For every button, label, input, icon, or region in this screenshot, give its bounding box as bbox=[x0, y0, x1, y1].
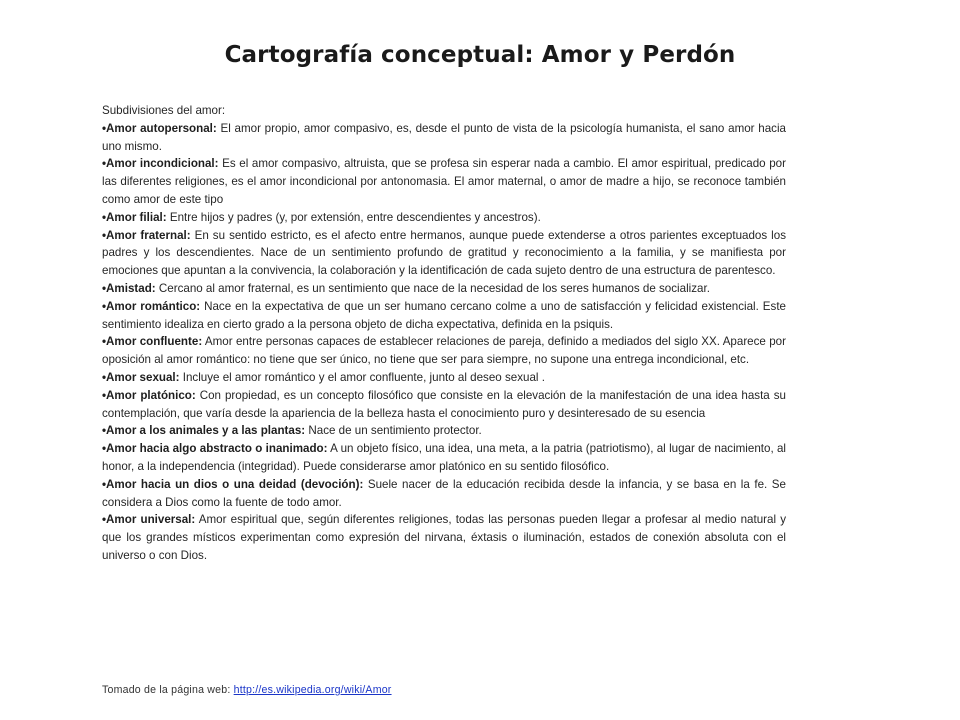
item-text: Nace en la expectativa de que un ser humano cercano colme a uno de satisfacción y felicidad existencial. Este sentimiento idealiza en cierto grado a la persona objeto de dicha expectativa, definida en la psiquis. bbox=[102, 299, 786, 331]
item-text: A un objeto físico, una idea, una meta, a la patria (patriotismo), al lugar de nacimiento, al honor, a la independencia (integridad). Puede considerarse amor platónico en su sentido filosófico. bbox=[102, 442, 786, 473]
item-term: •Amor platónico: bbox=[102, 388, 196, 402]
content-body bbox=[102, 102, 786, 565]
item-term: •Amor hacia un dios o una deidad (devoción): bbox=[102, 477, 364, 491]
item-text: Es el amor compasivo, altruista, que se profesa sin esperar nada a cambio. El amor espiritual, predicado por las diferentes religiones, es el amor incondicional por antonomasia. El amor maternal, o amor de madre a hijo, se reconoce también como amor de este tipo bbox=[102, 157, 786, 206]
item-term: •Amor incondicional: bbox=[102, 157, 219, 171]
list-item-confluente bbox=[102, 333, 786, 369]
source-line bbox=[102, 684, 392, 696]
item-term: •Amor confluente: bbox=[102, 335, 203, 349]
item-text: Suele nacer de la educación recibida desde la infancia, y se basa en la fe. Se considera a Dios como la fuente de todo amor. bbox=[102, 477, 786, 509]
item-term: •Amor universal: bbox=[102, 513, 196, 527]
item-text: Amor entre personas capaces de establecer relaciones de pareja, definido a mediados del siglo XX. Aparece por oposición al amor romántico: no tiene que ser único, no tiene que ser para siempre, no supone una entrega incondicional, etc. bbox=[102, 335, 786, 367]
list-item-autopersonal bbox=[102, 120, 786, 156]
list-item-universal bbox=[102, 511, 786, 564]
list-item-incondicional bbox=[102, 155, 786, 208]
item-text: Incluye el amor romántico y el amor confluente, junto al deseo sexual . bbox=[179, 370, 545, 384]
item-term: •Amor a los animales y a las plantas: bbox=[102, 424, 306, 438]
item-term: •Amor sexual: bbox=[102, 370, 180, 384]
list-item-fraternal bbox=[102, 227, 786, 280]
item-text: El amor propio, amor compasivo, es, desde el punto de vista de la psicología humanista, el sano amor hacia uno mismo. bbox=[102, 121, 786, 153]
list-item-abstracto bbox=[102, 440, 786, 476]
item-text: En su sentido estricto, es el afecto entre hermanos, aunque puede extenderse a otros parientes exceptuados los padres y los descendientes. Nace de un sentimiento profundo de gratitud y reconocimiento a la familia, y se manifiesta por emociones que apuntan a la convivencia, la colaboración y la identificación de cada sujeto dentro de una estructura de parentesco. bbox=[102, 228, 786, 278]
item-term: •Amor fraternal: bbox=[102, 228, 191, 242]
item-term: •Amor romántico: bbox=[102, 299, 201, 313]
list-item-sexual bbox=[102, 369, 786, 387]
item-text: Con propiedad, es un concepto filosófico que consiste en la elevación de la manifestación de una idea hasta su contemplación, que varía desde la apariencia de la belleza hasta el conocimiento puro y desinteresado de su esencia bbox=[102, 388, 786, 420]
page-title: Cartografía conceptual: Amor y Perdón bbox=[224, 42, 736, 68]
list-item-romantico bbox=[102, 298, 786, 334]
list-item-filial bbox=[102, 209, 786, 227]
source-label: Tomado de la página web: bbox=[102, 684, 234, 696]
list-item-deidad bbox=[102, 476, 786, 512]
list-item-amistad bbox=[102, 280, 786, 298]
list-item-platonico bbox=[102, 387, 786, 423]
source-link[interactable]: http://es.wikipedia.org/wiki/Amor bbox=[233, 684, 392, 696]
item-text: Entre hijos y padres (y, por extensión, entre descendientes y ancestros). bbox=[166, 210, 541, 224]
list-item-animales-plantas bbox=[102, 422, 786, 440]
item-term: •Amor filial: bbox=[102, 210, 167, 224]
item-text: Cercano al amor fraternal, es un sentimiento que nace de la necesidad de los seres humanos de socializar. bbox=[155, 281, 710, 295]
item-text: Amor espiritual que, según diferentes religiones, todas las personas pueden llegar a profesar al medio natural y que los grandes místicos experimentan como expresión del nirvana, éxtasis o iluminación, estados de conexión absoluta con el universo o con Dios. bbox=[102, 513, 786, 562]
item-term: •Amor hacia algo abstracto o inanimado: bbox=[102, 442, 328, 456]
item-term: •Amistad: bbox=[102, 281, 156, 295]
item-term: •Amor autopersonal: bbox=[102, 121, 217, 135]
intro-text: Subdivisiones del amor: bbox=[102, 104, 226, 117]
item-text: Nace de un sentimiento protector. bbox=[305, 424, 482, 438]
